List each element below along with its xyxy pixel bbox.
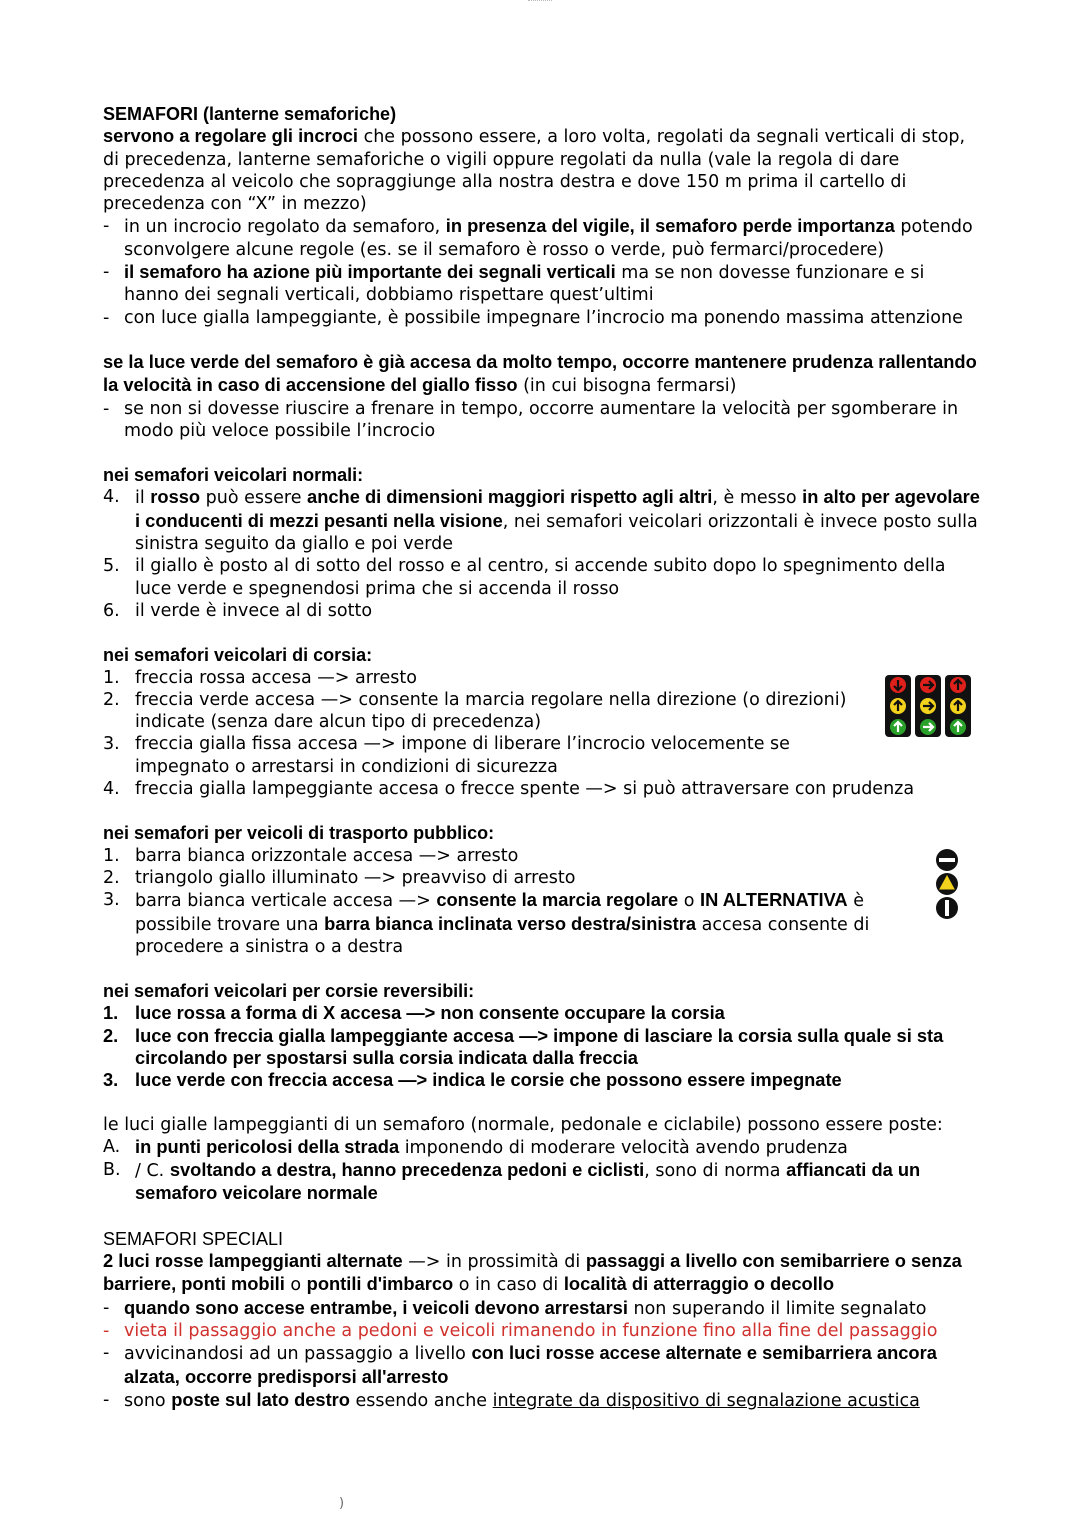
list-item: 3. luce verde con freccia accesa —> indica le corsie che possono essere impegnate xyxy=(103,1069,842,1091)
section-title: SEMAFORI (lanterne semaforiche) xyxy=(103,104,397,124)
section-semafori xyxy=(103,103,983,329)
list-item: 4. freccia gialla lampeggiante accesa o frecce spente —> si può attraversare con prudenza xyxy=(103,779,915,800)
list-item: 5. il giallo è posto al di sotto del rosso e al centro, si accende subito dopo lo spegnimento della luce verde e spegnendosi prima che si accenda il rosso xyxy=(103,556,946,599)
lane-light-right xyxy=(945,675,971,737)
list-item: 3. freccia gialla fissa accesa —> impone di liberare l’incrocio velocemente se impegnato o arrestarsi in condizioni di sicurezza xyxy=(103,734,790,777)
top-divider-mark xyxy=(528,0,552,3)
section-heading: nei semafori per veicoli di trasporto pubblico: xyxy=(103,823,495,844)
list-item: - quando sono accese entrambe, i veicoli devono arrestarsi non superando il limite segnalato xyxy=(124,1297,983,1320)
list-item: 2. freccia verde accesa —> consente la marcia regolare nella direzione (o direzioni) indicate (senza dare alcun tipo di precedenza) xyxy=(103,689,847,733)
intro-paragraph: servono a regolare gli incroci che possono essere, a loro volta, regolati da segnali verticali di stop, di precedenza, lanterne semaforiche o vigili oppure regolati da nulla (vale la regola di dare precedenza al veicolo che sopraggiunge alla nostra destra e dove 150 m prima il cartello di precedenza con “X” in mezzo) xyxy=(103,125,966,215)
list-item: 3. barra bianca verticale accesa —> consente la marcia regolare o IN ALTERNATIVA è possibile trovare una barra bianca inclinata verso destra/sinistra accesa consente di procedere a sinistra o a destra xyxy=(103,889,870,957)
lane-light-middle xyxy=(915,675,941,737)
semafori-list xyxy=(103,215,983,328)
section-title: SEMAFORI SPECIALI xyxy=(103,1228,284,1249)
section-semafori-speciali xyxy=(103,1228,983,1412)
luce-verde-paragraph: se la luce verde del semaforo è già accesa da molto tempo, occorre mantenere prudenza rallentando la velocità in caso di accensione del giallo fisso (in cui bisogna fermarsi) xyxy=(103,350,977,397)
section-corsie-reversibili xyxy=(103,980,983,1091)
section-luce-verde xyxy=(103,351,983,442)
public-transport-lights-icon xyxy=(933,849,961,921)
list-item: 1. freccia rossa accesa —> arresto xyxy=(103,667,417,688)
list-item: - in un incrocio regolato da semaforo, in presenza del vigile, il semaforo perde importanza potendo sconvolgere alcune regole (es. se il semaforo è rosso o verde, può fermarci/procedere) xyxy=(124,215,983,261)
pubblico-list xyxy=(103,845,925,958)
section-heading: nei semafori veicolari normali: xyxy=(103,465,364,486)
list-item: B. / C. svoltando a destra, hanno precedenza pedoni e ciclisti, sono di norma affiancati da un semaforo veicolare normale xyxy=(103,1159,921,1204)
section-semafori-corsia xyxy=(103,644,983,800)
lane-light-left xyxy=(885,675,911,737)
corsia-list xyxy=(103,667,880,778)
gialle-list xyxy=(103,1136,983,1206)
list-item: 1. barra bianca orizzontale accesa —> arresto xyxy=(103,845,519,866)
reversibili-list xyxy=(103,1002,983,1091)
list-item: 2. triangolo giallo illuminato —> preavviso di arresto xyxy=(103,867,576,888)
speciali-list xyxy=(103,1297,983,1412)
list-item: 2. luce con freccia gialla lampeggiante accesa —> impone di lasciare la corsia sulla quale si sta circolando per spostarsi sulla corsia indicata dalla freccia xyxy=(103,1024,944,1068)
document-page xyxy=(103,103,983,1434)
gialle-intro: le luci gialle lampeggianti di un semaforo (normale, pedonale e ciclabile) possono essere poste: xyxy=(103,1114,943,1135)
list-item: A. in punti pericolosi della strada imponendo di moderare velocità avendo prudenza xyxy=(103,1135,848,1158)
list-item: 6. il verde è invece al di sotto xyxy=(103,600,373,621)
lane-traffic-lights-icon xyxy=(884,674,972,738)
list-item: 4. il rosso può essere anche di dimensioni maggiori rispetto agli altri, è messo in alto per agevolare i conducenti di mezzi pesanti nella visione, nei semafori veicolari orizzontali è invece posto sulla sinistra seguito da giallo e poi verde xyxy=(103,486,980,555)
section-trasporto-pubblico xyxy=(103,822,983,958)
list-item: - sono poste sul lato destro essendo anche integrate da dispositivo di segnalazione acustica xyxy=(124,1389,983,1412)
list-item: - se non si dovesse riuscire a frenare in tempo, occorre aumentare la velocità per sgomberare in modo più veloce possibile l’incrocio xyxy=(124,398,983,443)
footer-mark: ) xyxy=(339,1496,345,1511)
section-semafori-normali xyxy=(103,464,983,622)
section-heading: nei semafori veicolari per corsie reversibili: xyxy=(103,981,475,1002)
normali-list xyxy=(103,486,983,622)
list-item: - con luce gialla lampeggiante, è possibile impegnare l’incrocio ma ponendo massima attenzione xyxy=(124,307,983,329)
list-item: - avvicinandosi ad un passaggio a livello con luci rosse accese alternate e semibarriera ancora alzata, occorre predisporsi all'arresto xyxy=(124,1342,983,1389)
list-item: - il semaforo ha azione più importante dei segnali verticali ma se non dovesse funzionare e si hanno dei segnali verticali, dobbiamo rispettare quest’ultimi xyxy=(124,261,983,307)
list-item: - vieta il passaggio anche a pedoni e veicoli rimanendo in funzione fino alla fine del passaggio xyxy=(124,1320,983,1342)
luce-verde-list xyxy=(103,398,983,443)
section-luci-gialle xyxy=(103,1114,983,1206)
corsia-list-cont xyxy=(103,778,983,800)
section-heading: nei semafori veicolari di corsia: xyxy=(103,645,373,666)
speciali-paragraph: 2 luci rosse lampeggianti alternate —> in prossimità di passaggi a livello con semibarriere o senza barriere, ponti mobili o pontili d'imbarco o in caso di località di atterraggio o decollo xyxy=(103,1250,962,1296)
list-item: 1. luce rossa a forma di X accesa —> non consente occupare la corsia xyxy=(103,1002,725,1024)
